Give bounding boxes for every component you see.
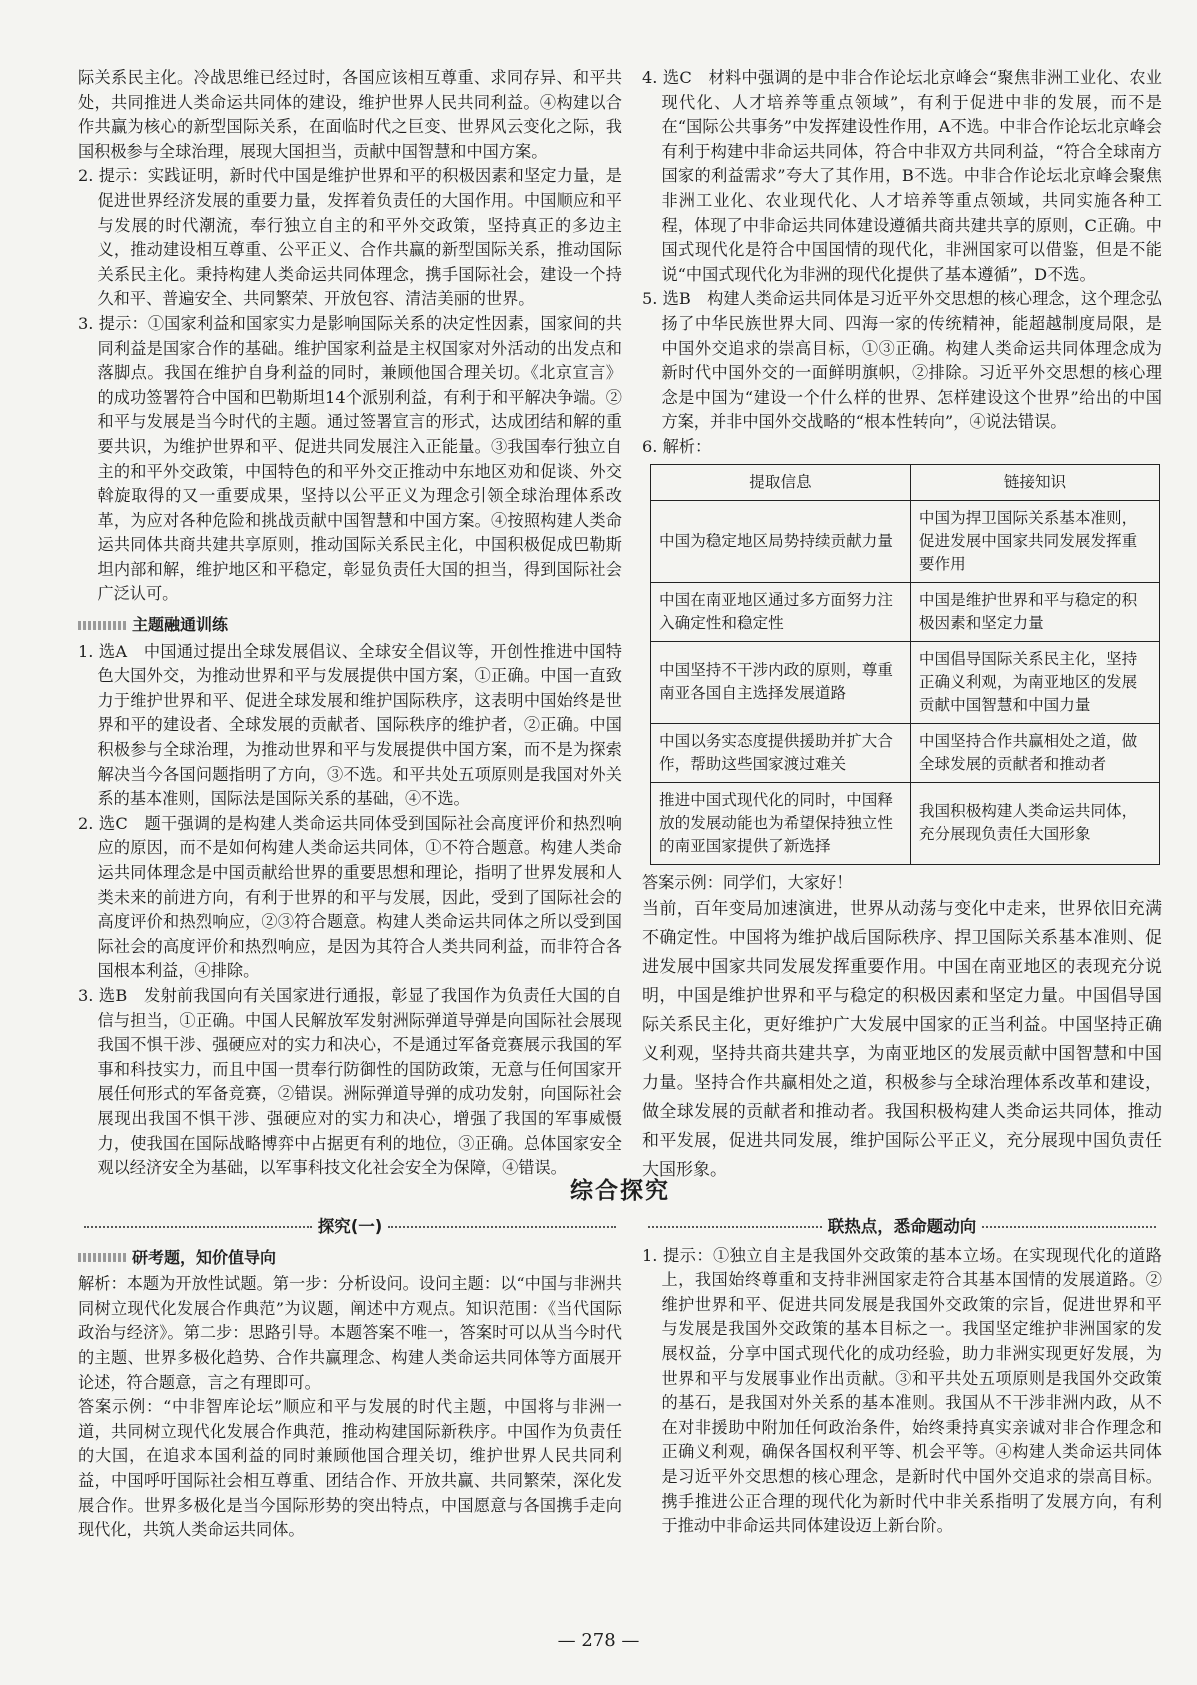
bottom-right-text: 1. 提示：①独立自主是我国外交政策的基本立场。在实现现代化的道路上，我国始终尊重和支持非洲国家走符合其基本国情的发展道路。②维护世界和平、促进共同发展是我国外交政策的宗旨，促进世界和平与发展是我国外交政策的基本目标之一。我国坚定维护非洲国家的发展权益，分享中国式现代化的成功经验，助力非洲实现更好发展，为世界和平与发展事业作出贡献。③和平共处五项原则是我国外交政策的基石，是我国对外关系的基本准则。我国从不干涉非洲内政，从不在对非援助中附加任何政治条件，始终秉持真实亲诚对非合作理念和正确义利观，确保各国权利平等、机会平等。④构建人类命运共同体是习近平外交思想的核心理念，是新时代中国外交追求的崇高目标。携手推进公正合理的现代化为新时代中非关系指明了发展方向，有利于推动中非命运共同体建设迈上新台阶。	[642, 1245, 1162, 1536]
right-item-5: 5. 选B 构建人类命运共同体是习近平外交思想的核心理念，这个理念弘扬了中华民族世界大同、四海一家的传统精神，能超越制度局限，是中国外交追求的崇高目标，①③正确。构建人类命运共同体理念成为新时代中国外交的一面鲜明旗帜，②排除。习近平外交思想的核心理念是中国为“建设一个什么样的世界、怎样建设这个世界”给出的中国方案，并非中国外交战略的“根本性转向”，④说法错误。	[642, 289, 1162, 432]
table-cell: 中国坚持合作共赢相处之道，做全球发展的贡献者和推动者	[910, 723, 1159, 782]
section-heading	[78, 613, 622, 638]
left-training-3: 3. 选B 发射前我国向有关国家进行通报，彰显了我国作为负责任大国的自信与担当，①正确。中国人民解放军发射洲际弹道导弹是向国际社会展现我国不惧干涉、强硬应对的实力和决心，不是通过军备竞赛展示我国的军事和科技实力，而且中国一贯奉行防御性的国防政策，无意与任何国家开展任何形式的军备竞赛，②错误。洲际弹道导弹的成功发射，向国际社会展现出我国不惧干涉、强硬应对的实力和决心，增强了我国的军事威慑力，使我国在国际战略博弈中占据更有利的地位，③正确。总体国家安全观以经济安全为基础，以军事科技文化社会安全为保障，④错误。	[78, 985, 622, 1178]
bottom-left-section-heading	[78, 1246, 622, 1271]
left-training-1: 1. 选A 中国通过提出全球发展倡议、全球安全倡议等，开创性推进中国特色大国外交，为推动世界和平与发展提供中国方案，①正确。中国一直致力于维护世界和平、促进全球发展和维护国际秩序，这表明中国始终是世界和平的建设者、全球发展的贡献者、国际秩序的维护者，②正确。中国积极参与全球治理，为推动世界和平与发展提供中国方案，而不是为探索解决当今各国问题指明了方向，③不选。和平共处五项原则是我国对外关系的基本准则，国际法是国际关系的基础，④不选。	[78, 641, 622, 809]
table-cell: 中国坚持不干涉内政的原则，尊重南亚各国自主选择发展道路	[651, 641, 911, 723]
answer-body: 当前，百年变局加速演进，世界从动荡与变化中走来，世界依旧充满不确定性。中国将为维护战后国际秩序、捍卫国际关系基本准则、促进发展中国家共同发展发挥重要作用。中国在南亚地区的表现充分说明，中国是维护世界和平与稳定的积极因素和坚定力量。中国倡导国际关系民主化，更好维护广大发展中国家的正当利益。中国坚持正确义利观，坚持共商共建共享，为南亚地区的发展贡献中国智慧和中国力量。坚持合作共赢相处之道，积极参与全球治理体系改革和建设，做全球发展的贡献者和推动者。我国积极构建人类命运共同体，推动和平发展，促进共同发展，维护国际公平正义，充分展现中国负责任大国形象。	[642, 899, 1162, 1181]
table-row	[651, 723, 1160, 782]
right-item-6-label: 6. 解析：	[642, 436, 712, 456]
right-item-4: 4. 选C 材料中强调的是中非合作论坛北京峰会“聚焦非洲工业化、农业现代化、人才培养等重点领域”，有利于促进中非的发展，而不是在“国际公共事务”中发挥建设性作用，A不选。中非合作论坛北京峰会有利于构建中非命运共同体，符合中非双方共同利益，“符合全球南方国家的利益需求”夸大了其作用，B不选。中非合作论坛北京峰会聚焦非洲工业化、农业现代化、人才培养等重点领域，共同实施各种工程，体现了中非命运共同体建设遵循共商共建共享的原则，C正确。中国式现代化是符合中国国情的现代化，非洲国家可以借鉴，但是不能说“中国式现代化为非洲的现代化提供了基本遵循”，D不选。	[642, 68, 1162, 284]
page-number: — 278 —	[557, 1630, 640, 1651]
answer-label: 答案示例：同学们，大家好！	[642, 872, 853, 892]
table-cell: 中国以务实态度提供援助并扩大合作，帮助这些国家渡过难关	[651, 723, 911, 782]
section-heading-text: 主题融通训练	[132, 615, 229, 635]
bottom-left-analysis: 解析：本题为开放性试题。第一步：分析设问。设问主题：以“中国与非洲共同树立现代化发展合作典范”为议题，阐述中方观点。知识范围：《当代国际政治与经济》。第二步：思路引导。本题答案不唯一，答案时可以从当今时代的主题、世界多极化趋势、合作共赢理念、构建人类命运共同体等方面展开论述，符合题意，言之有理即可。	[78, 1274, 622, 1392]
info-table	[650, 464, 1160, 865]
table-cell: 中国倡导国际关系民主化，坚持正确义利观，为南亚地区的发展贡献中国智慧和中国力量	[910, 641, 1159, 723]
section-bar-decor	[78, 621, 126, 630]
table-header-row	[651, 464, 1160, 500]
table-header-cell: 链接知识	[910, 464, 1159, 500]
dotted-rule	[982, 1226, 1156, 1228]
table-row	[651, 500, 1160, 582]
bottom-right-column	[642, 1215, 1162, 1539]
table-cell: 中国为稳定地区局势持续贡献力量	[651, 500, 911, 582]
bottom-left-column	[78, 1215, 622, 1543]
right-column	[642, 66, 1162, 1185]
table-row	[651, 782, 1160, 864]
left-training-2: 2. 选C 题干强调的是构建人类命运共同体受到国际社会高度评价和热烈响应的原因，而不是如何构建人类命运共同体，①不符合题意。构建人类命运共同体理念是中国贡献给世界的重要思想和理论，指明了世界发展和人类未来的前进方向，有利于世界的和平与发展，因此，受到了国际社会的高度评价和热烈响应，②③符合题意。构建人类命运共同体之所以受到国际社会的高度评价和热烈响应，是因为其符合人类共同利益，而非符合各国根本利益，④排除。	[78, 813, 622, 981]
table-row	[651, 641, 1160, 723]
table-header-cell: 提取信息	[651, 464, 911, 500]
table-cell: 中国在南亚地区通过多方面努力注入确定性和稳定性	[651, 582, 911, 641]
section-bar-decor	[78, 1253, 126, 1262]
bottom-left-section-text: 研考题，知价值导向	[132, 1247, 277, 1267]
section-title-band	[78, 1170, 1162, 1204]
bottom-right-heading	[642, 1215, 1162, 1240]
table-cell: 推进中国式现代化的同时，中国释放的发展动能也为希望保持独立性的南亚国家提供了新选择	[651, 782, 911, 864]
bottom-right-heading-text: 联热点，悉命题动向	[827, 1217, 977, 1236]
table-cell: 我国积极构建人类命运共同体，充分展现负责任大国形象	[910, 782, 1159, 864]
table-cell: 中国是维护世界和平与稳定的积极因素和坚定力量	[910, 582, 1159, 641]
explore-heading	[78, 1215, 622, 1240]
dotted-rule	[388, 1226, 616, 1228]
dotted-rule	[84, 1226, 312, 1228]
left-item-2: 2. 提示：实践证明，新时代中国是维护世界和平的积极因素和坚定力量，是促进世界经济发展的重要力量，发挥着负责任的大国作用。中国顺应和平与发展的时代潮流，奉行独立自主的和平外交政策，坚持真正的多边主义，推动建设相互尊重、公平正义、合作共赢的新型国际关系，推动国际关系民主化。秉持构建人类命运共同体理念，携手国际社会，建设一个持久和平、普遍安全、共同繁荣、开放包容、清洁美丽的世界。	[78, 166, 622, 309]
left-column	[78, 66, 622, 1181]
left-para-0: 际关系民主化。冷战思维已经过时，各国应该相互尊重、求同存异、和平共处，共同推进人类命运共同体的建设，维护世界人民共同利益。④构建以合作共赢为核心的新型国际关系，在面临时代之巨变、世界风云变化之际，我国积极参与全球治理，展现大国担当，贡献中国智慧和中国方案。	[78, 68, 622, 161]
explore-heading-text: 探究(一)	[317, 1217, 383, 1236]
table-row	[651, 582, 1160, 641]
dotted-rule	[648, 1226, 822, 1228]
table-cell: 中国为捍卫国际关系基本准则，促进发展中国家共同发展发挥重要作用	[910, 500, 1159, 582]
bottom-left-answer: 答案示例：“中非智库论坛”顺应和平与发展的时代主题，中国将与非洲一道，共同树立现代化发展合作典范，推动构建国际新秩序。中国作为负责任的大国，在追求本国利益的同时兼顾他国合理关切，维护世界人民共同利益，中国呼吁国际社会相互尊重、团结合作、开放共赢、共同繁荣，深化发展合作。世界多极化是当今国际形势的突出特点，中国愿意与各国携手走向现代化，共筑人类命运共同体。	[78, 1397, 622, 1540]
section-big-title: 综合探究	[570, 1178, 670, 1204]
left-item-3: 3. 提示：①国家利益和国家实力是影响国际关系的决定性因素，国家间的共同利益是国家合作的基础。维护国家利益是主权国家对外活动的出发点和落脚点。我国在维护自身利益的同时，兼顾他国合理关切。《北京宣言》的成功签署符合中国和巴勒斯坦14个派别利益，有利于和平解决争端。②和平与发展是当今时代的主题。通过签署宣言的形式，达成团结和解的重要共识，为维护世界和平、促进共同发展注入正能量。③我国奉行独立自主的和平外交政策，中国特色的和平外交正推动中东地区劝和促谈、外交斡旋取得的又一重要成果，坚持以公平正义为理念引领全球治理体系改革，为应对各种危险和挑战贡献中国智慧和中国方案。④按照构建人类命运共同体共商共建共享原则，推动国际关系民主化，中国积极促成巴勒斯坦内部和解，维护地区和平稳定，彰显负责任大国的担当，得到国际社会广泛认可。	[78, 313, 622, 604]
